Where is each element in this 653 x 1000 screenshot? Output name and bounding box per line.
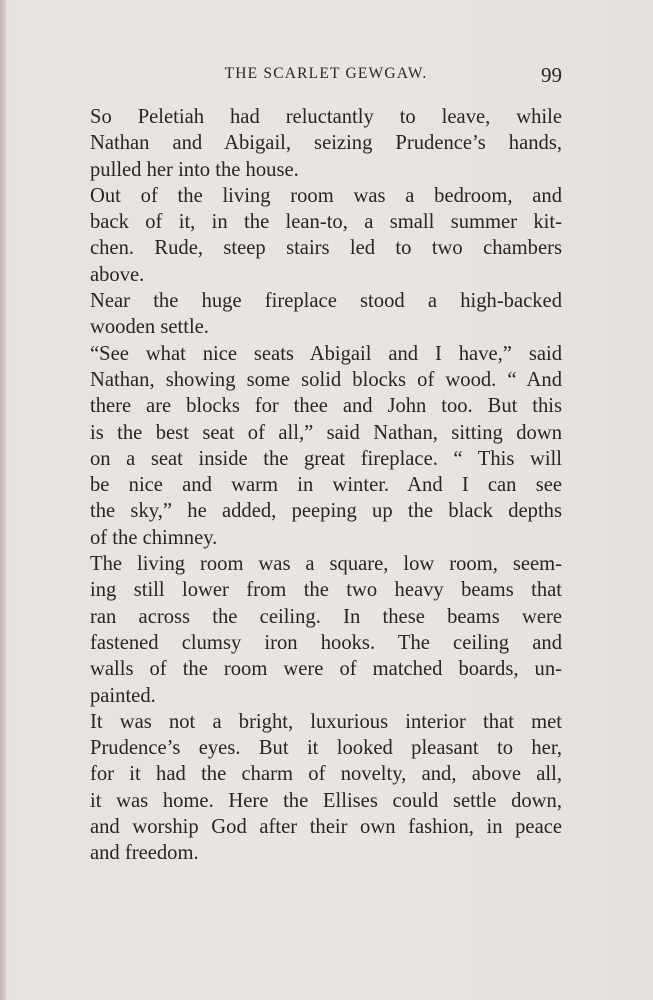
text-line: it was home. Here the Ellises could settle down, [90,789,562,812]
text-line: “See what nice seats Abigail and I have,” said [90,342,562,365]
text-line: Near the huge fireplace stood a high-backed [90,290,562,313]
running-head-title: THE SCARLET GEWGAW. [224,65,428,82]
text-line: of the chimney. [90,526,218,549]
text-line: Nathan and Abigail, seizing Prudence’s hands, [90,132,562,155]
text-line: Out of the living room was a bedroom, and [90,184,562,207]
page-gutter [0,0,6,1000]
text-line: wooden settle. [90,316,209,339]
text-line: Prudence’s eyes. But it looked pleasant to her, [90,737,562,760]
text-line: Nathan, showing some solid blocks of wood. “ And [90,368,562,391]
text-line: back of it, in the lean-to, a small summer kit- [90,211,562,234]
text-line: fastened clumsy iron hooks. The ceiling and [90,631,562,654]
text-line: walls of the room were of matched boards, un- [90,658,562,681]
text-line: pulled her into the house. [90,158,299,181]
text-line: is the best seat of all,” said Nathan, sitting down [90,421,562,444]
running-head [90,63,562,87]
body-text [90,104,562,867]
text-line: The living room was a square, low room, seem- [90,553,562,576]
text-line: chen. Rude, steep stairs led to two chambers [90,237,562,260]
text-line: the sky,” he added, peeping up the black depths [90,500,562,523]
page-number: 99 [541,63,562,87]
text-line: and worship God after their own fashion, in peace [90,816,562,839]
text-line: above. [90,263,145,286]
text-line: on a seat inside the great fireplace. “ This will [90,447,562,470]
text-line: It was not a bright, luxurious interior that met [90,710,562,733]
text-line: ran across the ceiling. In these beams were [90,605,562,628]
text-line: painted. [90,684,156,707]
text-line: be nice and warm in winter. And I can see [90,474,562,497]
text-line: ing still lower from the two heavy beams that [90,579,562,602]
text-line: for it had the charm of novelty, and, above all, [90,763,562,786]
text-line: and freedom. [90,842,199,865]
text-line: there are blocks for thee and John too. But this [90,395,562,418]
text-line: So Peletiah had reluctantly to leave, while [90,106,562,128]
